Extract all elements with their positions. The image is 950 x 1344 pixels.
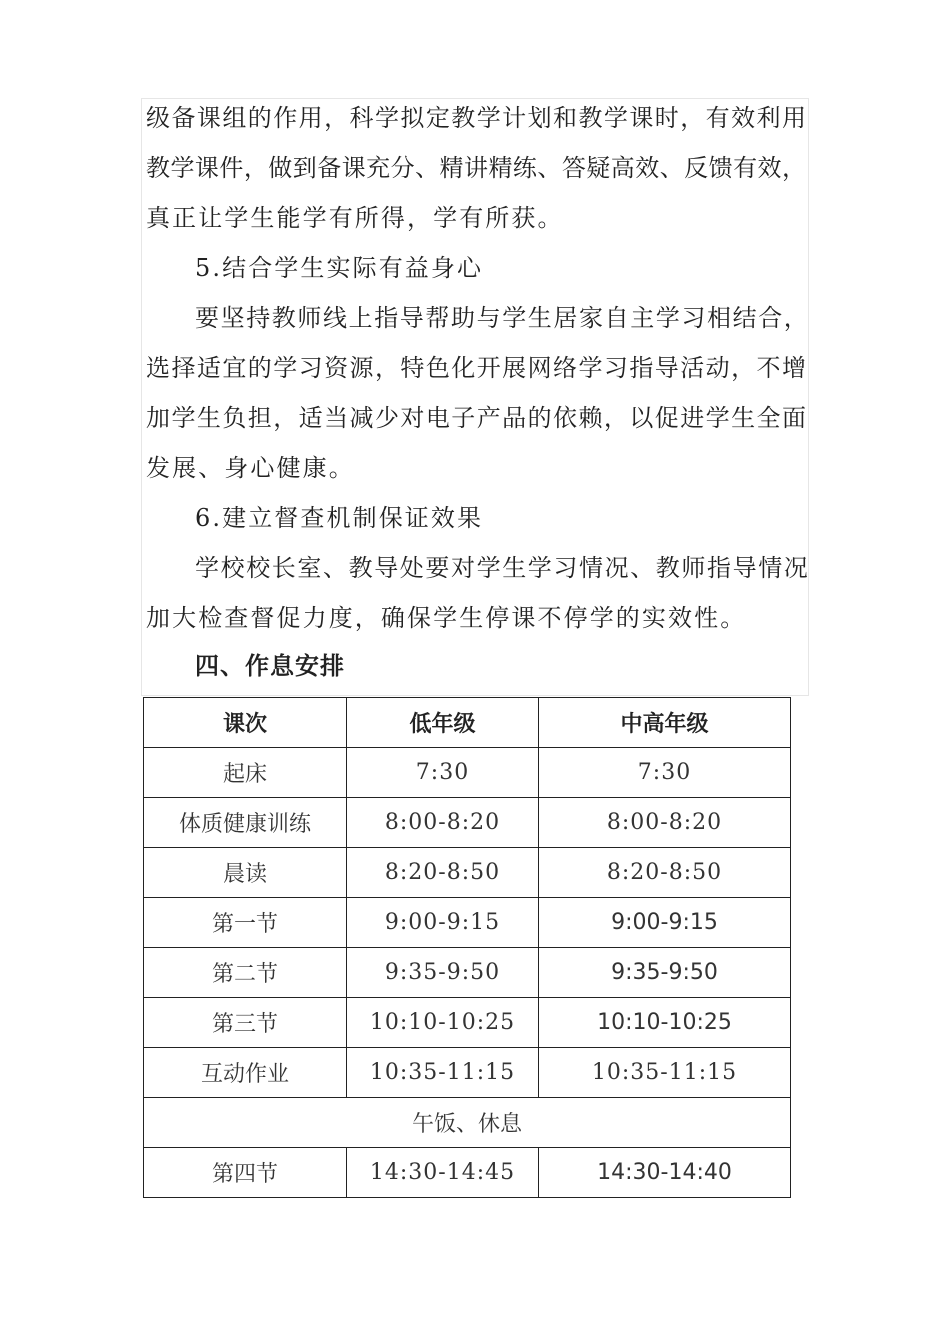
paragraph-line: 教学课件，做到备课充分、精讲精练、答疑高效、反馈有效， bbox=[146, 154, 806, 182]
column-header: 中高年级 bbox=[539, 698, 791, 748]
paragraph-line: 加大检查督促力度，确保学生停课不停学的实效性。 bbox=[146, 604, 747, 632]
subheading-6: 6.建立督查机制保证效果 bbox=[195, 504, 484, 532]
table-row bbox=[144, 848, 791, 898]
upper-grade-time: 7:30 bbox=[539, 748, 791, 798]
column-header: 课次 bbox=[144, 698, 347, 748]
lower-grade-time: 8:20-8:50 bbox=[347, 848, 539, 898]
paragraph-line: 级备课组的作用，科学拟定教学计划和教学课时，有效利用 bbox=[146, 104, 806, 132]
table-row bbox=[144, 798, 791, 848]
table-row bbox=[144, 748, 791, 798]
upper-grade-time: 10:10-10:25 bbox=[539, 998, 791, 1048]
lower-grade-time: 9:35-9:50 bbox=[347, 948, 539, 998]
upper-grade-time: 8:00-8:20 bbox=[539, 798, 791, 848]
period-cell: 第三节 bbox=[144, 998, 347, 1048]
table-row bbox=[144, 948, 791, 998]
table-row bbox=[144, 1148, 791, 1198]
table-header-row bbox=[144, 698, 791, 748]
lower-grade-time: 10:35-11:15 bbox=[347, 1048, 539, 1098]
schedule-table bbox=[143, 697, 791, 1198]
table-row bbox=[144, 898, 791, 948]
period-cell: 晨读 bbox=[144, 848, 347, 898]
period-cell: 体质健康训练 bbox=[144, 798, 347, 848]
period-cell: 起床 bbox=[144, 748, 347, 798]
paragraph-line: 加学生负担，适当减少对电子产品的依赖，以促进学生全面 bbox=[146, 404, 806, 432]
upper-grade-time: 10:35-11:15 bbox=[539, 1048, 791, 1098]
paragraph-line: 学校校长室、教导处要对学生学习情况、教师指导情况 bbox=[195, 554, 810, 582]
upper-grade-time: 14:30-14:40 bbox=[539, 1148, 791, 1198]
upper-grade-time: 8:20-8:50 bbox=[539, 848, 791, 898]
paragraph-line: 选择适宜的学习资源，特色化开展网络学习指导活动，不增 bbox=[146, 354, 806, 382]
lower-grade-time: 7:30 bbox=[347, 748, 539, 798]
subheading-5: 5.结合学生实际有益身心 bbox=[195, 254, 484, 282]
lower-grade-time: 8:00-8:20 bbox=[347, 798, 539, 848]
period-cell: 第一节 bbox=[144, 898, 347, 948]
paragraph-line: 真正让学生能学有所得，学有所获。 bbox=[146, 204, 564, 232]
table-row bbox=[144, 1048, 791, 1098]
lower-grade-time: 9:00-9:15 bbox=[347, 898, 539, 948]
table-break-row bbox=[144, 1098, 791, 1148]
period-cell: 第二节 bbox=[144, 948, 347, 998]
column-header: 低年级 bbox=[347, 698, 539, 748]
section-heading: 四、作息安排 bbox=[195, 652, 345, 680]
period-cell: 互动作业 bbox=[144, 1048, 347, 1098]
lower-grade-time: 10:10-10:25 bbox=[347, 998, 539, 1048]
lower-grade-time: 14:30-14:45 bbox=[347, 1148, 539, 1198]
paragraph-line: 要坚持教师线上指导帮助与学生居家自主学习相结合， bbox=[195, 304, 810, 332]
upper-grade-time: 9:00-9:15 bbox=[539, 898, 791, 948]
upper-grade-time: 9:35-9:50 bbox=[539, 948, 791, 998]
lunch-break-cell: 午饭、休息 bbox=[144, 1098, 791, 1148]
table-row bbox=[144, 998, 791, 1048]
period-cell: 第四节 bbox=[144, 1148, 347, 1198]
paragraph-line: 发展、身心健康。 bbox=[146, 454, 355, 482]
